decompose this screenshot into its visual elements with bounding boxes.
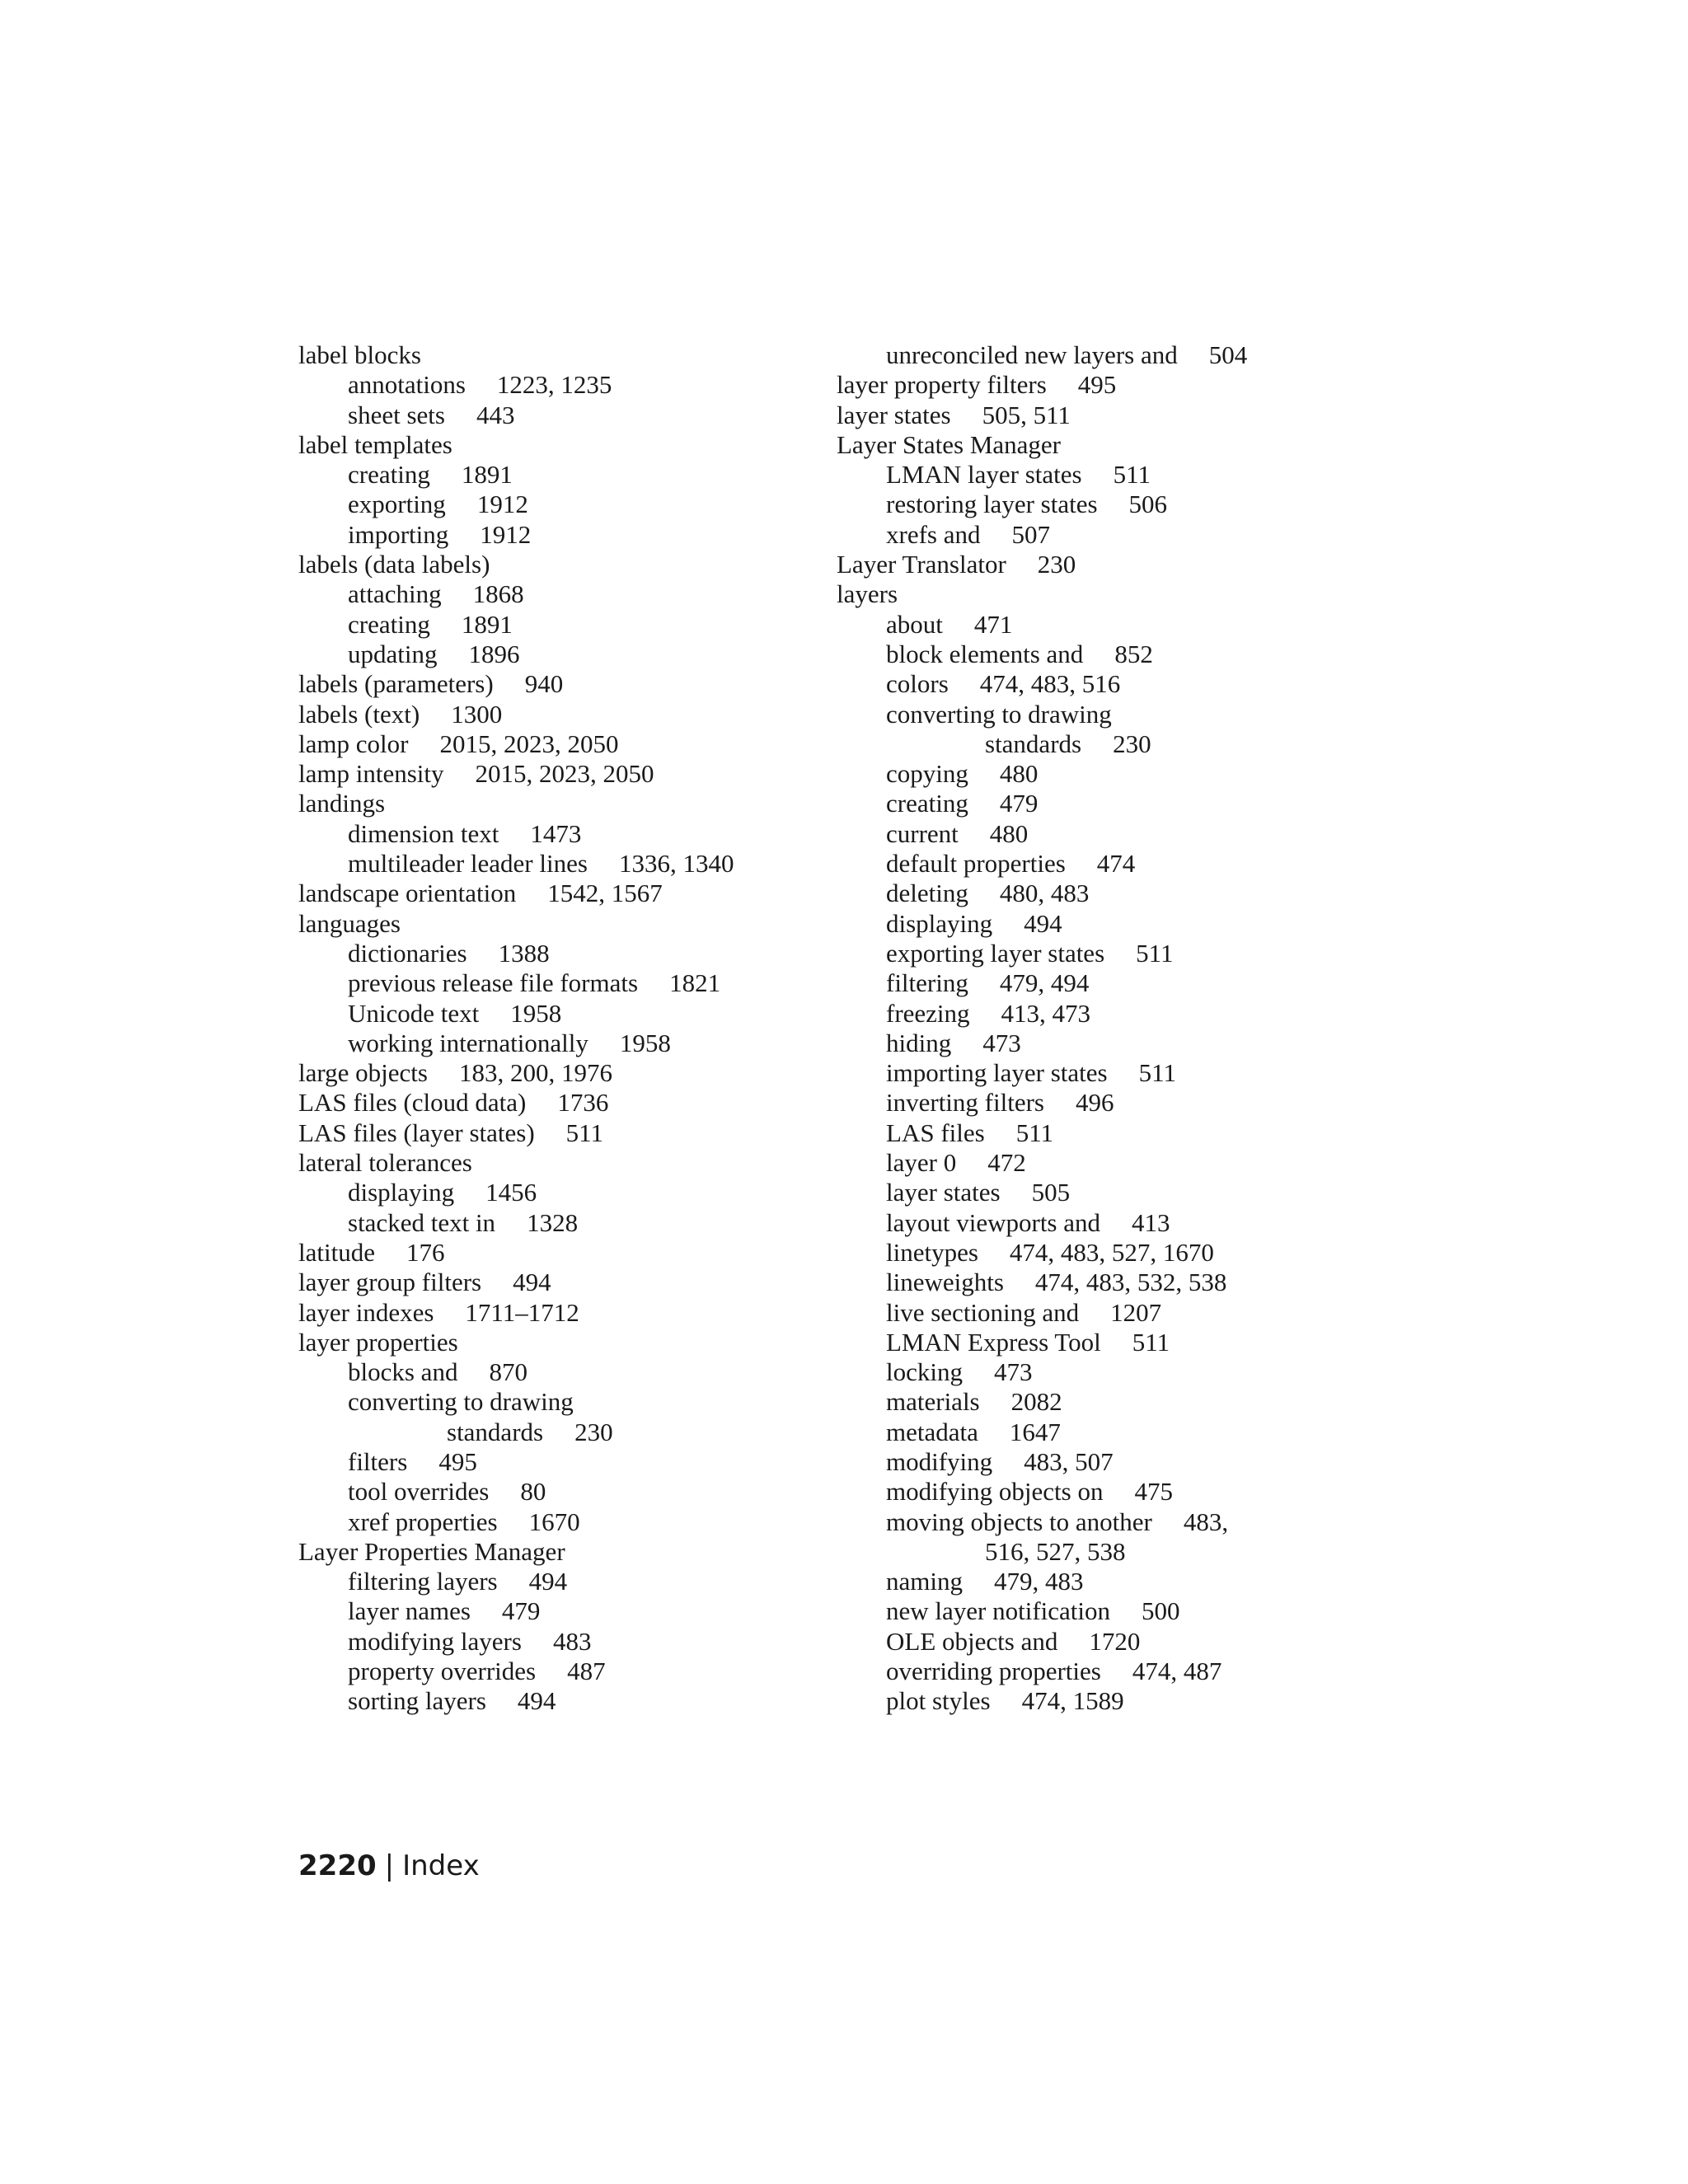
index-term: filters xyxy=(348,1446,408,1476)
index-page-refs: 475 xyxy=(1134,1477,1173,1507)
index-page-refs: 1388 xyxy=(498,938,550,968)
index-term: sorting layers xyxy=(348,1686,486,1716)
index-term: Layer States Manager xyxy=(837,429,1061,459)
index-term: modifying objects on xyxy=(886,1477,1104,1507)
index-page-refs: 1821 xyxy=(669,968,721,998)
index-entry xyxy=(837,1567,1364,1596)
index-entry xyxy=(837,789,1364,818)
index-entry xyxy=(298,999,826,1029)
index-entry xyxy=(837,968,1364,998)
index-entry xyxy=(837,819,1364,849)
index-page-refs: 1647 xyxy=(1009,1417,1061,1446)
index-entry xyxy=(837,1657,1364,1686)
index-entry xyxy=(837,520,1364,550)
index-entry xyxy=(837,579,1364,609)
index-page-refs: 1328 xyxy=(527,1207,579,1237)
index-entry xyxy=(298,460,826,490)
index-term: locking xyxy=(886,1357,963,1387)
index-entry xyxy=(837,1208,1364,1238)
index-page-refs: 1336, 1340 xyxy=(618,849,734,879)
index-entry xyxy=(298,1627,826,1657)
index-entry xyxy=(837,1418,1364,1447)
index-page-refs: 511 xyxy=(1015,1118,1054,1147)
index-term: updating xyxy=(348,639,438,668)
index-entry xyxy=(837,1118,1364,1148)
index-term: standards xyxy=(985,729,1082,758)
index-page-refs: 1456 xyxy=(485,1178,537,1207)
index-term: LMAN layer states xyxy=(886,460,1082,490)
index-entry xyxy=(298,1088,826,1118)
index-entry xyxy=(298,1418,826,1447)
index-term: xref properties xyxy=(348,1507,498,1536)
index-page-refs: 870 xyxy=(489,1357,528,1387)
index-term: annotations xyxy=(348,370,466,400)
index-page-refs: 500 xyxy=(1142,1596,1180,1626)
index-entry xyxy=(837,1507,1364,1537)
index-term: metadata xyxy=(886,1417,978,1446)
index-page-refs: 505, 511 xyxy=(982,400,1071,429)
index-column-left xyxy=(298,340,826,1717)
index-entry xyxy=(298,1596,826,1626)
index-entry xyxy=(298,1567,826,1596)
index-page-refs: 2015, 2023, 2050 xyxy=(439,729,619,758)
index-page-refs: 413, 473 xyxy=(1001,998,1091,1028)
index-page-refs: 483 xyxy=(552,1626,592,1656)
index-entry xyxy=(298,370,826,400)
index-entry xyxy=(837,340,1364,370)
index-page-refs: 494 xyxy=(528,1567,568,1596)
index-page-refs: 940 xyxy=(524,669,564,699)
index-page-refs: 479 xyxy=(999,789,1039,818)
index-term: lineweights xyxy=(886,1268,1004,1297)
index-page-refs: 1300 xyxy=(451,699,503,729)
index-term: copying xyxy=(886,759,968,789)
index-term: languages xyxy=(298,908,401,938)
index-entry xyxy=(298,401,826,430)
index-page-refs: 479 xyxy=(501,1596,541,1626)
index-page-refs: 413 xyxy=(1132,1207,1170,1237)
index-term: layer names xyxy=(348,1596,471,1626)
index-page-refs: 511 xyxy=(1138,1058,1176,1088)
index-entry xyxy=(837,1627,1364,1657)
index-term: new layer notification xyxy=(886,1596,1111,1626)
index-page-refs: 473 xyxy=(982,1028,1021,1057)
index-term: working internationally xyxy=(348,1028,588,1057)
index-entry xyxy=(298,1118,826,1148)
index-page-refs: 443 xyxy=(476,400,515,429)
index-page-refs: 1912 xyxy=(476,490,528,519)
index-term: blocks and xyxy=(348,1357,458,1387)
index-page-refs: 1207 xyxy=(1110,1297,1162,1327)
index-entry xyxy=(837,1088,1364,1118)
index-term: multileader leader lines xyxy=(348,849,588,879)
index-entry xyxy=(298,939,826,968)
index-term: Layer Translator xyxy=(837,550,1006,579)
index-entry xyxy=(837,1686,1364,1716)
index-page-refs: 1720 xyxy=(1089,1626,1141,1656)
index-page-refs: 2082 xyxy=(1010,1387,1062,1417)
index-page-refs: 183, 200, 1976 xyxy=(458,1058,612,1088)
index-term: Unicode text xyxy=(348,998,480,1028)
index-page-refs: 494 xyxy=(1024,908,1062,938)
index-term: linetypes xyxy=(886,1237,978,1267)
index-page-refs: 480, 483 xyxy=(999,879,1090,908)
index-term: tool overrides xyxy=(348,1477,490,1507)
index-entry xyxy=(298,430,826,460)
index-page-refs: 852 xyxy=(1114,639,1153,668)
index-page-refs: 480 xyxy=(989,818,1029,848)
index-page-refs: 230 xyxy=(1113,729,1151,758)
index-term: creating xyxy=(348,460,430,490)
index-page-refs: 1891 xyxy=(461,460,513,490)
index-term: layer states xyxy=(837,400,951,429)
index-page-refs: 176 xyxy=(406,1237,445,1267)
index-entry xyxy=(837,1178,1364,1207)
index-entry xyxy=(837,1387,1364,1417)
index-entry xyxy=(298,1178,826,1207)
index-page-refs: 507 xyxy=(1011,519,1050,549)
index-entry xyxy=(298,550,826,579)
index-entry xyxy=(837,460,1364,490)
index-entry xyxy=(298,1238,826,1268)
index-term: label templates xyxy=(298,429,452,459)
index-page-refs: 496 xyxy=(1075,1088,1114,1118)
index-page-refs: 480 xyxy=(999,759,1039,789)
index-term: exporting xyxy=(348,490,446,519)
index-page-refs: 505 xyxy=(1031,1178,1071,1207)
index-entry xyxy=(298,1686,826,1716)
index-page-refs: 479, 483 xyxy=(994,1567,1084,1596)
index-term: layers xyxy=(837,579,898,609)
index-entry xyxy=(837,729,1364,759)
index-page-refs: 1670 xyxy=(528,1507,580,1536)
index-page-refs: 474, 483, 527, 1670 xyxy=(1009,1237,1214,1267)
index-term: layer property filters xyxy=(837,370,1047,400)
index-entry xyxy=(837,999,1364,1029)
index-term: landscape orientation xyxy=(298,879,517,908)
index-term: modifying layers xyxy=(348,1626,522,1656)
index-page-refs: 474, 483, 516 xyxy=(979,669,1121,699)
index-term: deleting xyxy=(886,879,968,908)
index-term: LMAN Express Tool xyxy=(886,1327,1101,1357)
index-page-refs: 1896 xyxy=(468,639,520,668)
index-term: importing xyxy=(348,519,449,549)
index-term: standards xyxy=(447,1417,544,1446)
footer-section-title: Index xyxy=(402,1849,480,1882)
index-entry xyxy=(837,370,1364,400)
index-entry xyxy=(298,1148,826,1178)
index-page-refs: 504 xyxy=(1208,340,1248,369)
index-term: property overrides xyxy=(348,1657,537,1686)
index-term: layer 0 xyxy=(886,1148,957,1178)
index-page-refs: 471 xyxy=(973,609,1013,639)
index-term: creating xyxy=(348,609,430,639)
index-page-refs: 1912 xyxy=(480,519,532,549)
index-term: plot styles xyxy=(886,1686,991,1716)
index-page-refs: 474, 483, 532, 538 xyxy=(1034,1268,1227,1297)
index-term: live sectioning and xyxy=(886,1297,1080,1327)
index-term: stacked text in xyxy=(348,1207,496,1237)
index-term: converting to drawing xyxy=(348,1387,574,1417)
index-entry xyxy=(837,909,1364,939)
index-entry xyxy=(837,1029,1364,1058)
index-page-refs: 1223, 1235 xyxy=(496,370,612,400)
index-page-refs: 511 xyxy=(565,1118,604,1147)
index-term: block elements and xyxy=(886,639,1084,668)
index-column-right xyxy=(837,340,1364,1717)
index-term: layout viewports and xyxy=(886,1207,1101,1237)
index-page-refs: 474, 487 xyxy=(1132,1657,1222,1686)
index-entry xyxy=(837,1148,1364,1178)
index-term: materials xyxy=(886,1387,980,1417)
index-term: restoring layer states xyxy=(886,490,1098,519)
index-entry xyxy=(837,1298,1364,1328)
index-entry xyxy=(298,789,826,818)
index-term: moving objects to another xyxy=(886,1507,1152,1536)
index-entry xyxy=(837,1357,1364,1387)
index-term: lamp color xyxy=(298,729,409,758)
index-term: converting to drawing xyxy=(886,699,1112,729)
index-entry xyxy=(298,759,826,789)
index-term: lamp intensity xyxy=(298,759,444,789)
index-page-refs: 1736 xyxy=(557,1088,609,1118)
index-entry xyxy=(298,819,826,849)
index-term: xrefs and xyxy=(886,519,981,549)
index-entry xyxy=(298,1029,826,1058)
index-page-refs: 1958 xyxy=(619,1028,671,1057)
index-page-refs: 494 xyxy=(517,1686,556,1716)
index-entry xyxy=(837,849,1364,879)
index-term: creating xyxy=(886,789,968,818)
index-term: importing layer states xyxy=(886,1058,1108,1088)
index-entry xyxy=(837,1328,1364,1357)
index-term: about xyxy=(886,609,943,639)
index-entry xyxy=(298,1447,826,1477)
index-entry xyxy=(837,939,1364,968)
index-entry xyxy=(837,700,1364,729)
index-term: attaching xyxy=(348,579,442,609)
index-entry xyxy=(298,1477,826,1507)
index-page-refs: 1473 xyxy=(530,818,582,848)
index-entry xyxy=(298,579,826,609)
index-entry xyxy=(837,1477,1364,1507)
index-term: filtering layers xyxy=(348,1567,498,1596)
index-page-refs: 511 xyxy=(1132,1327,1170,1357)
index-page-refs: 495 xyxy=(1077,370,1117,400)
index-entry xyxy=(837,669,1364,699)
index-entry xyxy=(298,640,826,669)
index-term: LAS files (layer states) xyxy=(298,1118,535,1147)
index-entry xyxy=(298,490,826,519)
index-term: Layer Properties Manager xyxy=(298,1536,565,1566)
index-term: current xyxy=(886,818,959,848)
index-term: layer group filters xyxy=(298,1268,482,1297)
index-page-refs: 506 xyxy=(1128,490,1168,519)
index-entry xyxy=(837,1238,1364,1268)
index-page-refs: 483, xyxy=(1183,1507,1229,1536)
index-page-refs: 1958 xyxy=(510,998,562,1028)
index-term: dimension text xyxy=(348,818,499,848)
index-term: dictionaries xyxy=(348,938,467,968)
index-page-refs: 473 xyxy=(994,1357,1033,1387)
footer-page-number: 2220 xyxy=(298,1849,377,1882)
footer-separator: | xyxy=(384,1849,395,1882)
index-entry xyxy=(298,340,826,370)
index-entry xyxy=(837,1447,1364,1477)
index-page-refs: 1711–1712 xyxy=(465,1297,579,1327)
index-term: labels (text) xyxy=(298,699,420,729)
index-entry xyxy=(837,1058,1364,1088)
index-page-refs: 1891 xyxy=(461,609,513,639)
index-entry xyxy=(837,640,1364,669)
index-entry xyxy=(298,1507,826,1537)
index-page-refs: 483, 507 xyxy=(1024,1446,1114,1476)
index-term: OLE objects and xyxy=(886,1626,1058,1656)
index-term: LAS files (cloud data) xyxy=(298,1088,527,1118)
index-term: overriding properties xyxy=(886,1657,1101,1686)
index-entry xyxy=(298,669,826,699)
index-term: sheet sets xyxy=(348,400,445,429)
index-page-refs: 1868 xyxy=(472,579,524,609)
index-term: hiding xyxy=(886,1028,952,1057)
index-entry xyxy=(298,1657,826,1686)
index-page-refs: 511 xyxy=(1136,938,1174,968)
index-term: layer states xyxy=(886,1178,1001,1207)
index-entry xyxy=(298,610,826,640)
index-page-refs: 495 xyxy=(438,1446,477,1476)
index-entry xyxy=(298,520,826,550)
index-term: freezing xyxy=(886,998,970,1028)
index-term: displaying xyxy=(886,908,993,938)
index-entry xyxy=(837,490,1364,519)
index-term: large objects xyxy=(298,1058,428,1088)
index-term: previous release file formats xyxy=(348,968,639,998)
index-entry xyxy=(298,968,826,998)
index-term: colors xyxy=(886,669,949,699)
index-page-refs: 511 xyxy=(1113,460,1151,490)
index-entry xyxy=(837,1268,1364,1297)
index-entry xyxy=(298,1357,826,1387)
index-term: 516, 527, 538 xyxy=(985,1536,1126,1566)
index-term: labels (data labels) xyxy=(298,550,490,579)
index-entry xyxy=(298,879,826,908)
index-page-refs: 1542, 1567 xyxy=(547,879,663,908)
index-entry xyxy=(298,1298,826,1328)
index-term: layer properties xyxy=(298,1327,458,1357)
index-entry xyxy=(298,1268,826,1297)
index-entry xyxy=(837,610,1364,640)
index-page-refs: 474 xyxy=(1096,849,1136,879)
index-page-refs: 494 xyxy=(513,1268,551,1297)
index-entry xyxy=(298,1387,826,1417)
index-page-refs: 479, 494 xyxy=(999,968,1090,998)
index-page-refs: 230 xyxy=(1037,550,1076,579)
index-entry xyxy=(298,729,826,759)
index-term: filtering xyxy=(886,968,968,998)
index-entry xyxy=(837,401,1364,430)
index-term: displaying xyxy=(348,1178,455,1207)
index-entry xyxy=(837,430,1364,460)
index-entry xyxy=(837,759,1364,789)
index-entry xyxy=(298,1208,826,1238)
index-term: latitude xyxy=(298,1237,375,1267)
index-entry xyxy=(837,550,1364,579)
page-footer xyxy=(298,1849,480,1882)
index-entry xyxy=(837,1537,1364,1567)
index-page-refs: 230 xyxy=(574,1417,613,1446)
index-term: inverting filters xyxy=(886,1088,1044,1118)
index-term: unreconciled new layers and xyxy=(886,340,1178,369)
index-page-refs: 80 xyxy=(520,1477,546,1507)
index-term: landings xyxy=(298,789,386,818)
index-entry xyxy=(298,1537,826,1567)
index-term: labels (parameters) xyxy=(298,669,494,699)
index-term: lateral tolerances xyxy=(298,1148,472,1178)
index-entry xyxy=(298,700,826,729)
index-term: LAS files xyxy=(886,1118,985,1147)
index-entry xyxy=(298,1058,826,1088)
index-term: naming xyxy=(886,1567,963,1596)
index-page-refs: 472 xyxy=(987,1148,1026,1178)
index-entry xyxy=(837,879,1364,908)
index-term: exporting layer states xyxy=(886,938,1105,968)
index-term: layer indexes xyxy=(298,1297,434,1327)
index-term: default properties xyxy=(886,849,1066,879)
index-page-refs: 487 xyxy=(567,1657,606,1686)
index-entry xyxy=(298,1328,826,1357)
index-term: modifying xyxy=(886,1446,993,1476)
index-entry xyxy=(298,909,826,939)
index-entry xyxy=(298,849,826,879)
index-term: label blocks xyxy=(298,340,421,369)
index-page-refs: 474, 1589 xyxy=(1021,1686,1124,1716)
index-page-refs: 2015, 2023, 2050 xyxy=(475,759,654,789)
index-entry xyxy=(837,1596,1364,1626)
